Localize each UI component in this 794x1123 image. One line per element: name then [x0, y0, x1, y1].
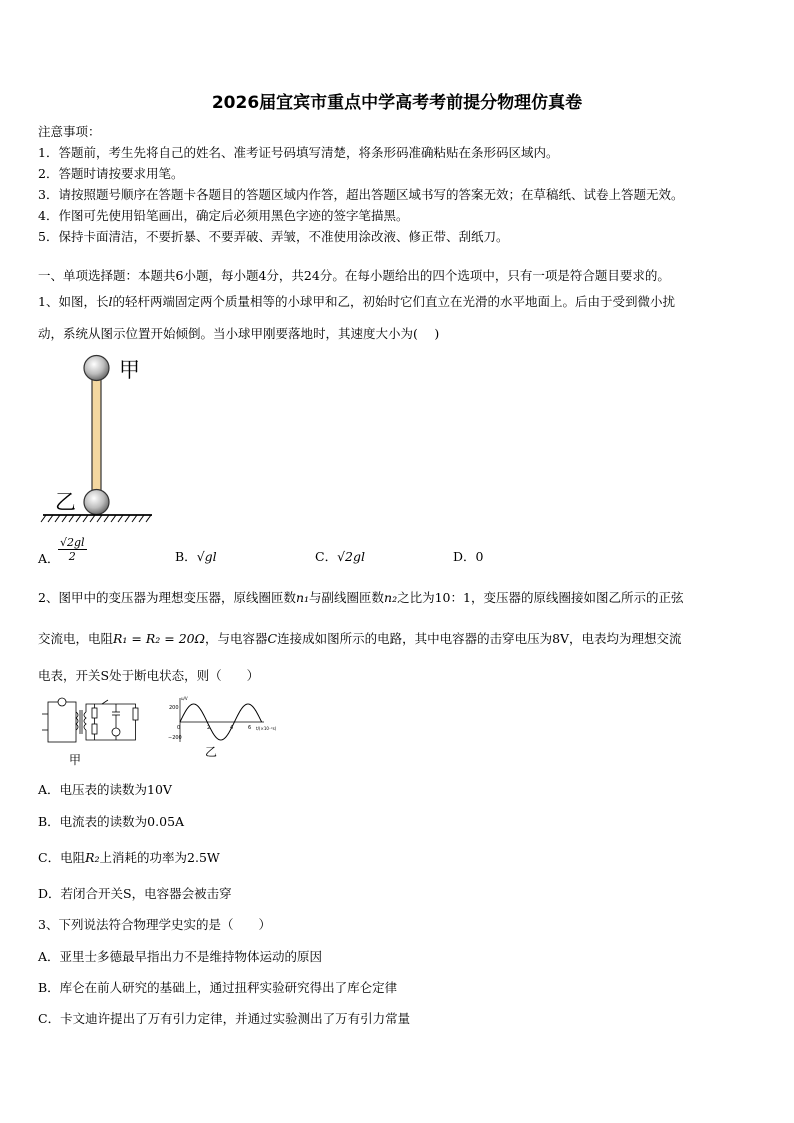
- q1-option-b[interactable]: B．√gl: [175, 549, 217, 564]
- length-variable: l: [108, 294, 113, 309]
- y-top-tick: 200: [169, 705, 179, 711]
- ammeter-icon: [58, 698, 66, 706]
- q3-option-c[interactable]: C．卡文迪许提出了万有引力定律，并通过实验测出了万有引力常量: [38, 1011, 411, 1026]
- q2-stem-line3: 电表，开关S处于断电状态，则（ ）: [38, 668, 260, 683]
- y-bottom-tick: −200: [168, 735, 182, 741]
- x-tick: 4: [230, 725, 234, 731]
- primary-circuit: [48, 702, 76, 742]
- light-rod: [92, 376, 101, 500]
- q2-stem-line1: 2、图甲中的变压器为理想变压器，原线圈匝数n₁与副线圈匝数n₂之比为10：1，变压器的原线圈接如图乙所示的正弦: [38, 590, 684, 605]
- q2-waveform-graph: [168, 694, 286, 760]
- label-jia: 甲: [119, 358, 140, 382]
- figure-label-jia: 甲: [69, 753, 82, 766]
- q1-figure: [40, 348, 170, 528]
- q1-stem-line2: 动，系统从图示位置开始倾倒。当小球甲刚要落地时，其速度大小为( ): [38, 326, 440, 341]
- q2-circuit-figure: [40, 694, 160, 766]
- resistor-r1: [92, 708, 97, 718]
- q1-option-a[interactable]: A．: [38, 551, 60, 566]
- switch-s: [102, 700, 108, 704]
- voltmeter-icon: [112, 728, 120, 736]
- resistance-equation: R₁ = R₂ = 20Ω: [113, 631, 205, 646]
- page-title: 2026届宜宾市重点中学高考考前提分物理仿真卷: [211, 93, 583, 113]
- q2-option-a[interactable]: A．电压表的读数为10V: [38, 782, 172, 797]
- x-tick: 2: [207, 725, 211, 731]
- x-axis-label: t/(×10⁻²s): [256, 726, 277, 731]
- secondary-coil: [84, 712, 86, 730]
- q2-option-d[interactable]: D．若闭合开关S，电容器会被击穿: [38, 886, 232, 901]
- q1-option-c[interactable]: C．√2gl: [315, 549, 365, 564]
- q2-option-c[interactable]: C．电阻R₂上消耗的功率为2.5W: [38, 850, 220, 865]
- q3-option-b[interactable]: B．库仑在前人研究的基础上，通过扭秤实验研究得出了库仑定律: [38, 980, 398, 995]
- q3-option-a[interactable]: A．亚里士多德最早指出力不是维持物体运动的原因: [38, 949, 323, 964]
- y-axis-label: u/V: [181, 696, 188, 701]
- figure-label-yi: 乙: [205, 745, 218, 759]
- q2-option-b[interactable]: B．电流表的读数为0.05A: [38, 814, 185, 829]
- ball-jia: [84, 356, 109, 381]
- ball-yi: [84, 490, 109, 515]
- resistor-r2: [92, 724, 97, 734]
- notice-item: 5．保持卡面清洁，不要折暴、不要弄破、弄皱，不准使用涂改液、修正带、刮纸刀。: [38, 229, 509, 244]
- q2-stem-line2: 交流电，电阻R₁ = R₂ = 20Ω，与电容器C连接成如图所示的电路，其中电容器的击穿电压为8V，电表均为理想交流: [38, 631, 682, 646]
- q1-option-d[interactable]: D．0: [453, 549, 484, 564]
- notice-item: 4．作图可先使用铅笔画出，确定后必须用黑色字迹的签字笔描黑。: [38, 208, 409, 223]
- notice-heading: 注意事项：: [38, 124, 101, 139]
- notice-item: 1．答题前，考生先将自己的姓名、准考证号码填写清楚，将条形码准确粘贴在条形码区域内。: [38, 145, 559, 160]
- section-heading: 一、单项选择题：本题共6小题，每小题4分，共24分。在每小题给出的四个选项中，只有一项是符合题目要求的。: [38, 268, 670, 283]
- ground-hatching: [41, 515, 151, 522]
- fraction-numerator: √2gl: [60, 536, 85, 549]
- q1-stem-line1: 1、如图，长l的轻杆两端固定两个质量相等的小球甲和乙，初始时它们直立在光滑的水平地面上。后由于受到微小扰: [38, 294, 675, 309]
- x-tick: 6: [248, 725, 252, 731]
- fraction-denominator: 2: [68, 550, 76, 563]
- notice-item: 2．答题时请按要求用笔。: [38, 166, 184, 181]
- x-tick: 0: [177, 725, 181, 731]
- label-yi: 乙: [55, 490, 76, 514]
- q1-option-a-fraction: [58, 536, 87, 563]
- q3-stem: 3、下列说法符合物理学史实的是（ ）: [38, 917, 271, 932]
- notice-item: 3．请按照题号顺序在答题卡各题目的答题区域内作答，超出答题区域书写的答案无效；在草稿纸、试卷上答题无效。: [38, 187, 684, 202]
